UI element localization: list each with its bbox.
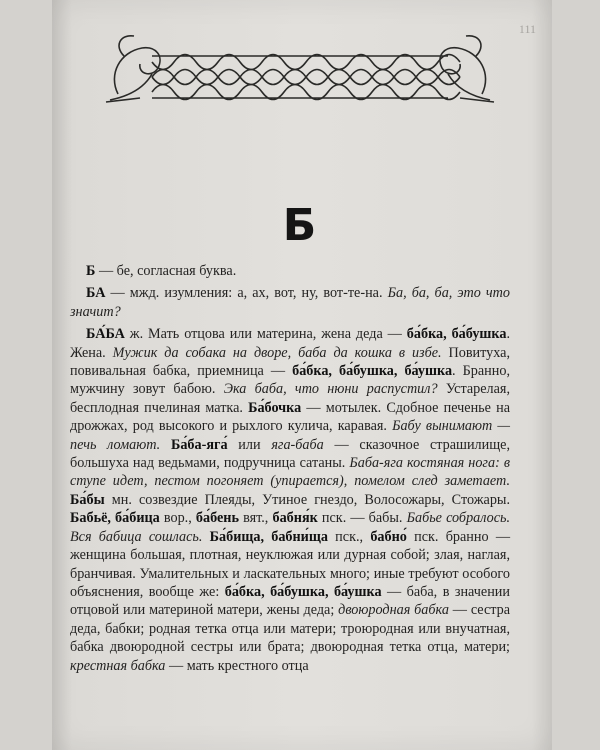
section-letter: Б	[282, 200, 318, 251]
headword: бабно́	[370, 528, 407, 545]
knotwork-ornament	[100, 22, 500, 112]
dictionary-entry	[70, 262, 510, 280]
definition-text: ж. Мать отцова или материна, жена деда —	[124, 326, 407, 343]
dictionary-entry	[70, 284, 510, 321]
definition-text	[202, 529, 209, 545]
headword: БА	[86, 285, 106, 302]
example-text: Ба, ба, ба, это что значит?	[70, 285, 511, 320]
example-text: Эка баба, что нюни распустил?	[223, 381, 438, 398]
dictionary-entry	[70, 325, 510, 675]
definition-text: пск. — бабы.	[317, 510, 407, 527]
definition-text: мн. созвездие Плеяды, Утиное гнездо, Волосожары, Стожары.	[104, 491, 510, 508]
example-text: Бабу вынимают — печь ломают.	[70, 418, 510, 453]
definition-text: — мать крестного отца	[165, 657, 309, 674]
definition-text	[160, 437, 171, 453]
headword: ба́бень	[195, 510, 239, 527]
headword: ба́бка, ба́бушка, ба́ушка	[224, 583, 382, 600]
headword: Б	[86, 263, 96, 279]
headword: Ба́ба-яга́	[170, 436, 228, 453]
definition-text: . Бранно, мужчину зовут бабою.	[70, 363, 510, 398]
page-number: 111	[518, 22, 536, 36]
definition-text: — мжд. изумления: а, ах, вот, ну, вот-те-на.	[105, 285, 388, 302]
definition-text: . Жена.	[70, 326, 511, 361]
example-text: Баба-яга костяная нога: в ступе идет, пестом погоняет (упирается), помелом след заметает.	[70, 455, 510, 490]
headword: Бабьё, ба́бица	[70, 510, 160, 527]
definition-text: Устарелая, бесплодная пчелиная матка.	[70, 381, 510, 416]
headword: ба́бка, ба́бушка, ба́ушка	[292, 363, 453, 380]
headword: БА́БА	[86, 326, 125, 343]
definition-text: — сестра деда, бабки; родная тетка отца или матери; троюродная или внучатная, бабка двоюродной сестры или брата; двоюродная тетка отца, матери;	[70, 602, 511, 656]
headword: ба́бка, ба́бушка	[406, 326, 507, 343]
definition-text: — баба, в значении отцовой или материной матери, жены деда;	[70, 583, 510, 619]
example-text: Бабье собралось. Вся бабица сошлась.	[70, 510, 511, 545]
headword: Ба́бища, бабни́ща	[209, 528, 328, 545]
definition-text: вор.,	[159, 510, 196, 527]
definition-text: пск.,	[327, 528, 371, 545]
dictionary-text	[70, 262, 510, 679]
headword: Ба́бы	[70, 491, 105, 508]
definition-text: пск. бранно — женщина большая, плотная, неуклюжая или дурная собой; злая, наглая, бранчивая. Умалительных и ласкательных много; иные требуют особого объяснения, вообще же:	[70, 528, 511, 600]
headword: Ба́бочка	[248, 399, 302, 416]
definition-text: — сказочное страшилище, большуха над ведьмами, подручница сатаны.	[70, 436, 510, 472]
headword: бабня́к	[272, 510, 318, 527]
example-text: крестная бабка	[70, 657, 166, 674]
definition-text: или	[227, 436, 272, 453]
definition-text: — бе, согласная буква.	[95, 263, 237, 279]
example-text: яга-баба	[271, 436, 324, 453]
example-text: Мужик да собака на дворе, баба да кошка в избе.	[112, 344, 442, 361]
definition-text: вят.,	[238, 510, 273, 527]
definition-text: — мотылек. Сдобное печенье на дрожжах, род высокого и рыхлого кулича, каравая.	[70, 399, 510, 435]
definition-text: Повитуха, повивальная бабка, приемница —	[70, 344, 510, 380]
example-text: двоюродная бабка	[338, 602, 449, 619]
